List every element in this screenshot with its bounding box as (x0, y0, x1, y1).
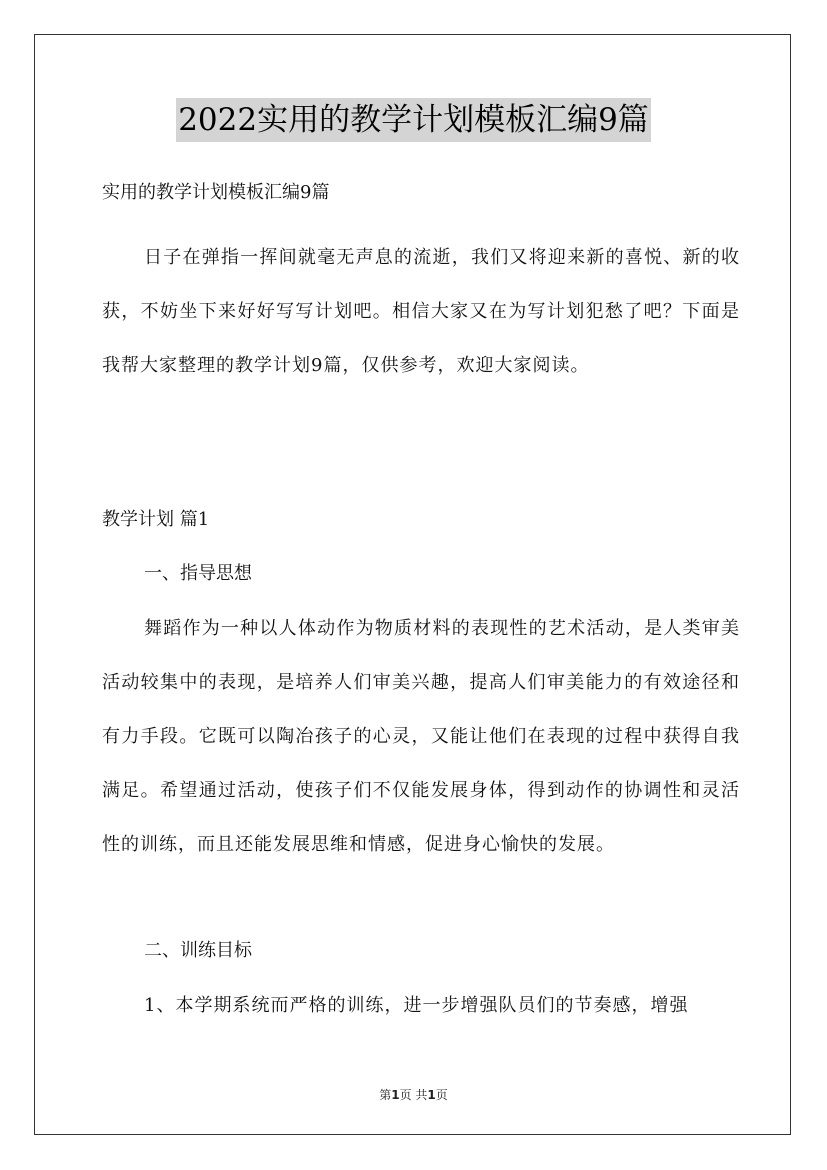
part1-paragraph: 舞蹈作为一种以人体动作为物质材料的表现性的艺术活动，是人类审美活动较集中的表现，是培养人们审美兴趣，提高人们审美能力的有效途径和有力手段。它既可以陶冶孩子的心灵，又能让他们在表现的过程中获得自我满足。希望通过活动，使孩子们不仅能发展身体，得到动作的协调性和灵活性的训练，而且还能发展思维和情感，促进身心愉快的发展。 (102, 618, 740, 855)
footer-page-total: 1 (427, 1088, 436, 1102)
document-subtitle: 实用的教学计划模板汇编9篇 (102, 182, 330, 203)
section-heading: 教学计划 篇1 (102, 509, 210, 530)
footer-mid: 页 共 (399, 1088, 428, 1102)
footer-page-number: 1 (391, 1088, 400, 1102)
footer-suffix: 页 (435, 1088, 448, 1102)
page-footer (0, 1086, 827, 1103)
footer-prefix: 第 (379, 1088, 392, 1102)
part1-heading: 一、指导思想 (144, 563, 252, 584)
intro-paragraph: 日子在弹指一挥间就毫无声息的流逝，我们又将迎来新的喜悦、新的收获，不妨坐下来好好写写计划吧。相信大家又在为写计划犯愁了吧？下面是我帮大家整理的教学计划9篇，仅供参考，欢迎大家阅读。 (102, 247, 740, 376)
part2-item: 1、本学期系统而严格的训练，进一步增强队员们的节奏感，增强 (144, 995, 689, 1016)
document-title: 2022实用的教学计划模板汇编9篇 (176, 98, 651, 142)
part2-heading: 二、训练目标 (144, 940, 252, 961)
title-container (0, 98, 827, 142)
